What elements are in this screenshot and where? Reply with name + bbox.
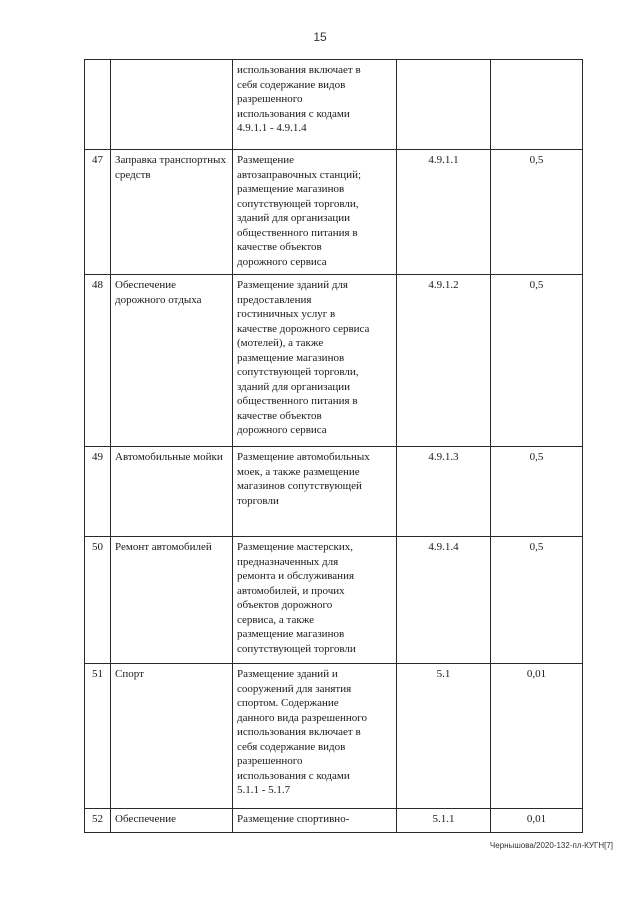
- use-rate: 0,01: [491, 809, 583, 833]
- use-description: Размещение автозаправочных станций; размещение магазинов сопутствующей торговли, зданий для организации общественного питания в качестве объектов дорожного сервиса: [233, 150, 397, 275]
- table-row: [85, 809, 583, 833]
- use-type-name: Обеспечение дорожного отдыха: [111, 275, 233, 447]
- use-type-name: [111, 60, 233, 150]
- row-number: 51: [85, 664, 111, 809]
- use-code: 4.9.1.3: [397, 447, 491, 537]
- use-code: 5.1.1: [397, 809, 491, 833]
- use-description: Размещение зданий и сооружений для занятия спортом. Содержание данного вида разрешенного использования включает в себя содержание видов разрешенного использования с кодами 5.1.1 - 5.1.7: [233, 664, 397, 809]
- row-number: 47: [85, 150, 111, 275]
- use-rate: [491, 60, 583, 150]
- land-use-table: [84, 59, 583, 833]
- table-row: [85, 275, 583, 447]
- use-code: [397, 60, 491, 150]
- use-rate: 0,5: [491, 150, 583, 275]
- page-number: 15: [313, 30, 327, 44]
- use-rate: 0,01: [491, 664, 583, 809]
- use-description: Размещение мастерских, предназначенных для ремонта и обслуживания автомобилей, и прочих объектов дорожного сервиса, а также размещение магазинов сопутствующей торговли: [233, 537, 397, 664]
- use-description: Размещение спортивно-: [233, 809, 397, 833]
- use-rate: 0,5: [491, 537, 583, 664]
- table-row: [85, 664, 583, 809]
- use-rate: 0,5: [491, 447, 583, 537]
- use-code: 4.9.1.2: [397, 275, 491, 447]
- use-rate: 0,5: [491, 275, 583, 447]
- use-type-name: Спорт: [111, 664, 233, 809]
- use-code: 4.9.1.1: [397, 150, 491, 275]
- row-number: 48: [85, 275, 111, 447]
- document-reference: Чернышова/2020-132-пл-КУГН[7]: [489, 841, 613, 850]
- row-number: 52: [85, 809, 111, 833]
- table-row: [85, 447, 583, 537]
- table-row: [85, 150, 583, 275]
- table-row: [85, 537, 583, 664]
- table-row: [85, 60, 583, 150]
- use-type-name: Ремонт автомобилей: [111, 537, 233, 664]
- row-number: 50: [85, 537, 111, 664]
- row-number: [85, 60, 111, 150]
- use-type-name: Заправка транспортных средств: [111, 150, 233, 275]
- use-description: Размещение зданий для предоставления гостиничных услуг в качестве дорожного сервиса (мотелей), а также размещение магазинов сопутствующей торговли, зданий для организации общественного питания в качестве объектов дорожного сервиса: [233, 275, 397, 447]
- use-type-name: Обеспечение: [111, 809, 233, 833]
- use-code: 5.1: [397, 664, 491, 809]
- use-description: Размещение автомобильных моек, а также размещение магазинов сопутствующей торговли: [233, 447, 397, 537]
- use-code: 4.9.1.4: [397, 537, 491, 664]
- use-description: использования включает в себя содержание видов разрешенного использования с кодами 4.9.1.1 - 4.9.1.4: [233, 60, 397, 150]
- row-number: 49: [85, 447, 111, 537]
- use-type-name: Автомобильные мойки: [111, 447, 233, 537]
